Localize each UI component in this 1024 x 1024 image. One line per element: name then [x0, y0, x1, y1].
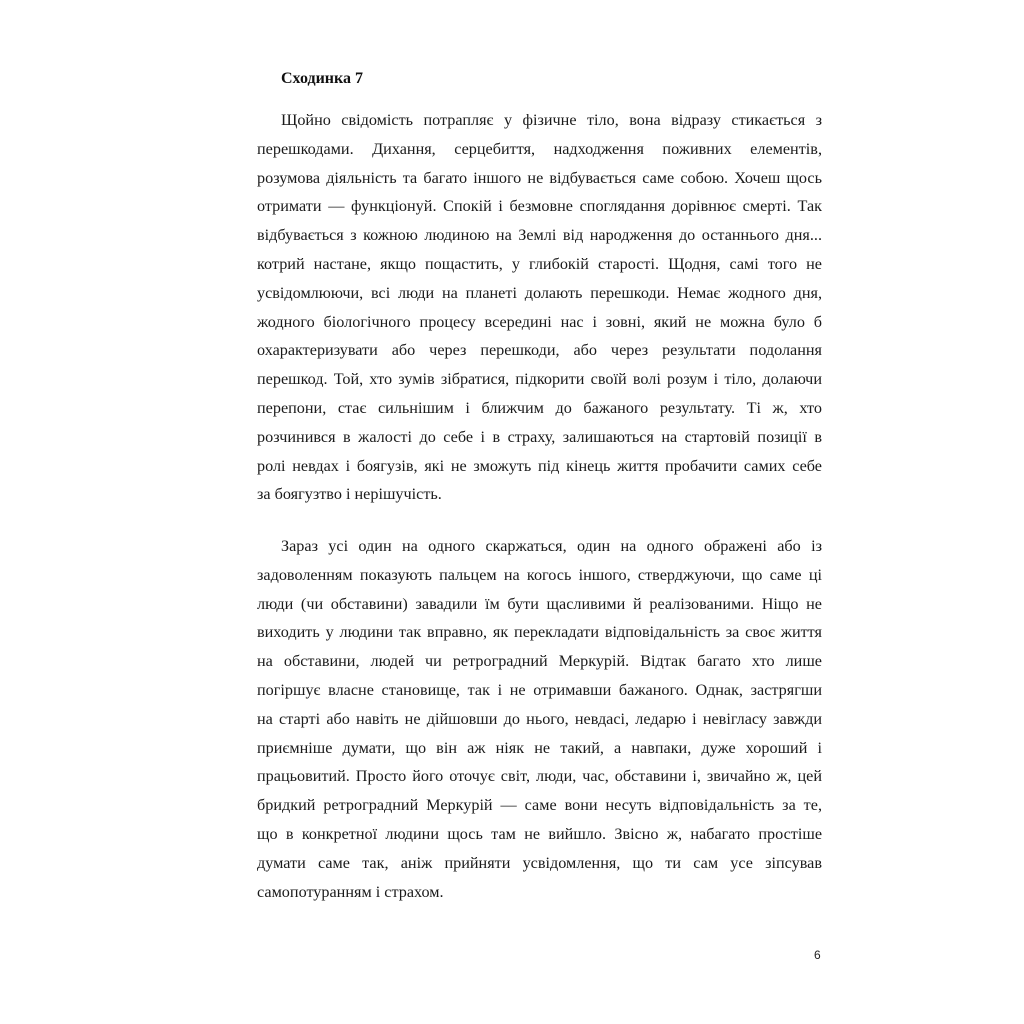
text-line: котрий настане, якщо пощастить, у глибокій старості. Щодня, самі того не: [257, 254, 822, 273]
text-line: люди (чи обставини) завадили їм бути щасливими й реалізованими. Ніщо не: [257, 594, 822, 613]
text-line: на старті або навіть не дійшовши до нього, невдасі, ледарю і невігласу завжди: [257, 709, 822, 728]
text-line: усвідомлюючи, всі люди на планеті долають перешкоди. Немає жодного дня,: [257, 283, 822, 302]
text-line: жодного біологічного процесу всередині нас і зовні, який не можна було б: [257, 312, 822, 331]
text-line: розумова діяльність та багато іншого не відбувається саме собою. Хочеш щось: [257, 168, 822, 187]
text-line: Зараз усі один на одного скаржаться, один на одного ображені або із: [281, 537, 822, 555]
text-line: на обставини, людей чи ретроградний Меркурій. Відтак багато хто лише: [257, 652, 822, 671]
text-line: бридкий ретроградний Меркурій — саме вони несуть відповідальність за те,: [257, 796, 822, 815]
text-line: погіршує власне становище, так і не отримавши бажаного. Однак, застрягши: [257, 680, 822, 699]
text-line: що в конкретної людини щось там не вийшло. Звісно ж, набагато простіше: [257, 824, 822, 843]
text-line: Щойно свідомість потрапляє у фізичне тіло, вона відразу стикається з: [281, 111, 822, 129]
text-line: працьовитий. Просто його оточує світ, люди, час, обставини і, звичайно ж, цей: [257, 767, 822, 786]
text-line: перешкод. Той, хто зумів зібратися, підкорити своїй волі розум і тіло, долаючи: [257, 370, 822, 389]
page-number: 6: [814, 948, 821, 962]
paragraph-2: [257, 532, 822, 906]
text-line: відбувається з кожною людиною на Землі від народження до останнього дня...: [257, 226, 822, 245]
text-line: задоволенням показують пальцем на когось іншого, стверджуючи, що саме ці: [257, 565, 822, 584]
text-line: приємніше думати, що він аж ніяк не такий, а навпаки, дуже хороший і: [257, 738, 822, 757]
text-line: ролі невдах і боягузів, які не зможуть під кінець життя пробачити самих себе: [257, 456, 822, 475]
text-line: самопотуранням і страхом.: [257, 882, 444, 901]
text-line: перешкодами. Дихання, серцебиття, надходження поживних елементів,: [257, 139, 822, 158]
paragraph-1: [257, 106, 822, 509]
text-line: перепони, стає сильнішим і ближчим до бажаного результату. Ті ж, хто: [257, 398, 822, 417]
text-line: охарактеризувати або через перешкоди, або через результати подолання: [257, 341, 822, 360]
text-line: за боягузтво і нерішучість.: [257, 485, 442, 504]
text-line: отримати — функціонуй. Спокій і безмовне споглядання дорівнює смерті. Так: [257, 197, 822, 216]
text-line: розчинився в жалості до себе і в страху, залишаються на стартовій позиції в: [257, 427, 822, 446]
text-line: виходить у людини так вправно, як перекладати відповідальність за своє життя: [257, 623, 822, 642]
section-heading: Сходинка 7: [281, 70, 363, 87]
text-line: думати саме так, аніж прийняти усвідомлення, що ти сам усе зіпсував: [257, 853, 822, 872]
